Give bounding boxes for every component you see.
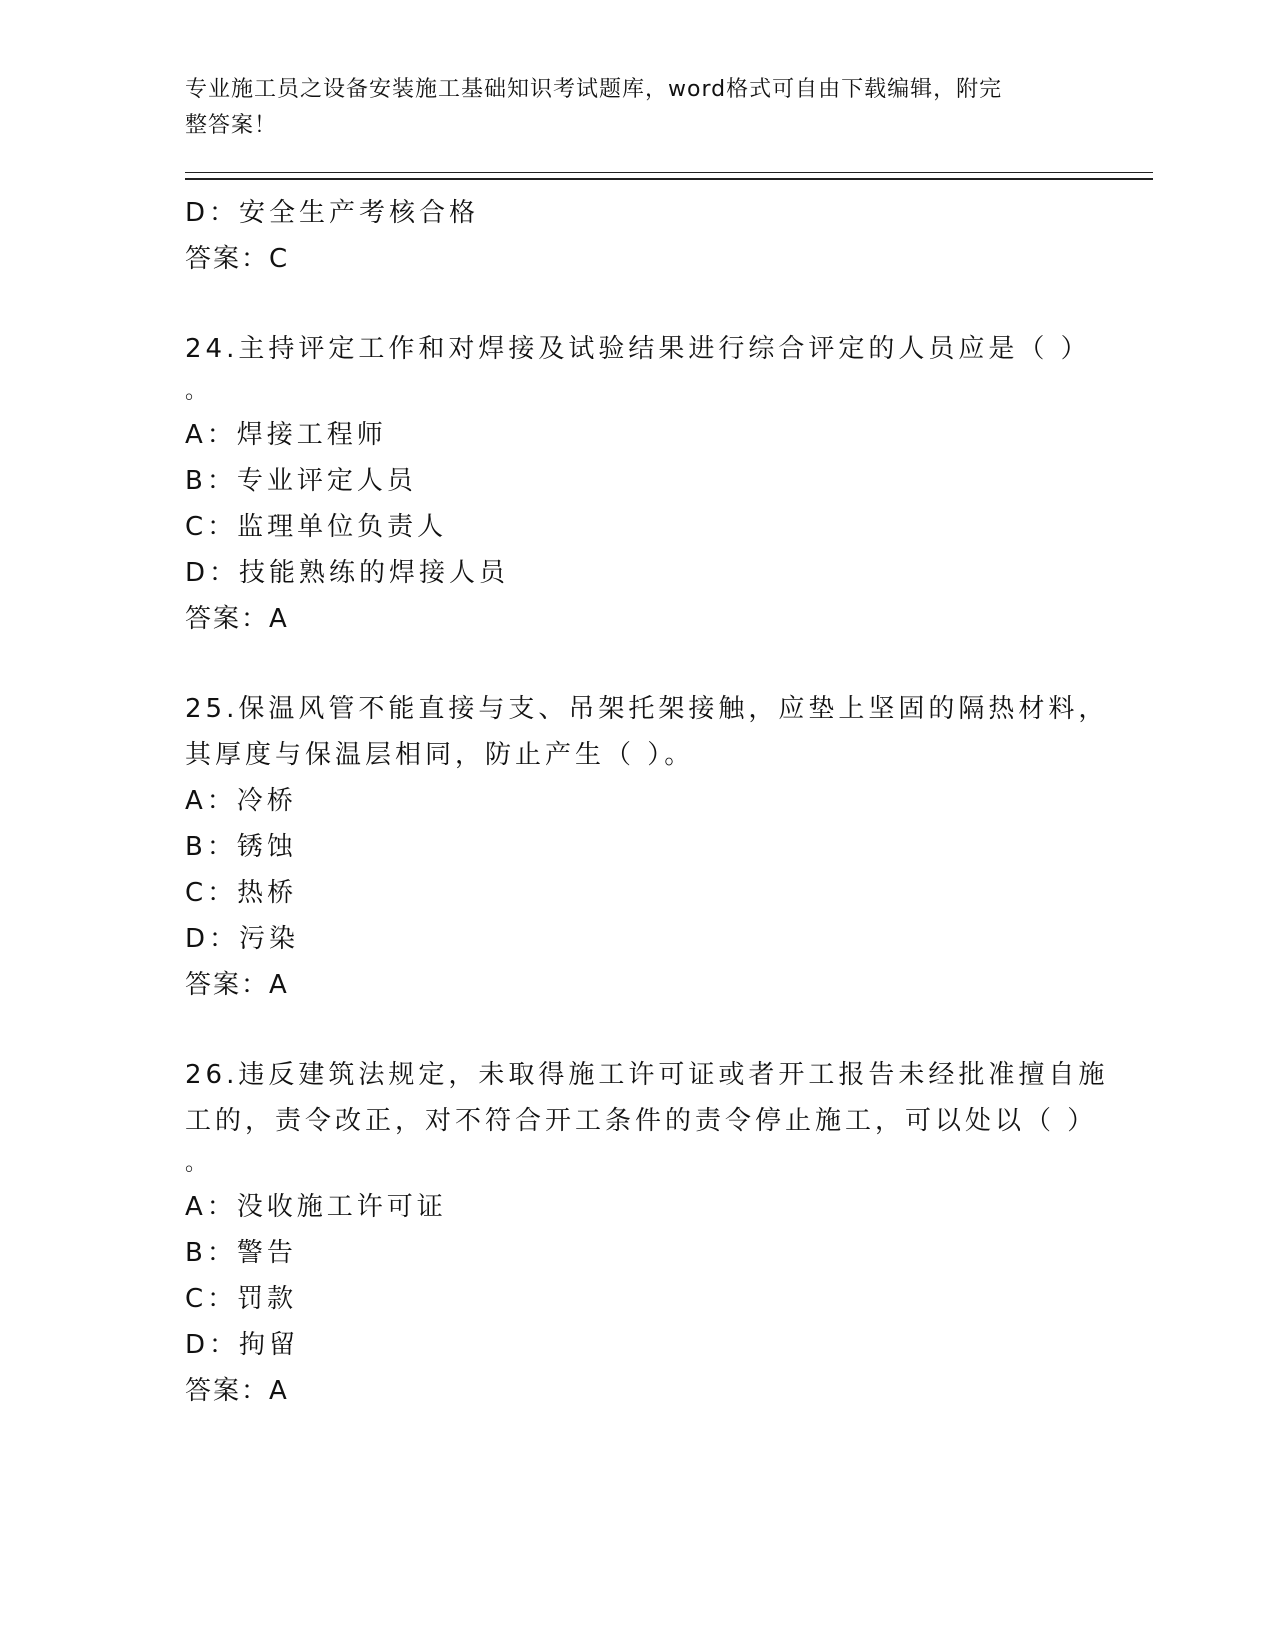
question-stem-line: 其厚度与保温层相同，防止产生（ ）。 xyxy=(185,740,695,770)
question-stem-line: 。 xyxy=(185,379,212,404)
answer: 答案：A xyxy=(185,1376,289,1406)
header-rule-thick xyxy=(185,178,1153,180)
option-c: C：罚款 xyxy=(185,1284,298,1314)
option-a: A：冷桥 xyxy=(185,786,297,816)
option-d: D：安全生产考核合格 xyxy=(185,198,480,228)
question-24 xyxy=(185,326,1091,642)
question-stem-line: 26.违反建筑法规定，未取得施工许可证或者开工报告未经批准擅自施 xyxy=(185,1060,1109,1090)
option-d: D：技能熟练的焊接人员 xyxy=(185,558,510,588)
question-stem-line: 25.保温风管不能直接与支、吊架托架接触，应垫上坚固的隔热材料， xyxy=(185,694,1109,724)
option-b: B：警告 xyxy=(185,1238,297,1268)
option-d: D：污染 xyxy=(185,924,300,954)
spacer xyxy=(185,1008,1085,1052)
question-stem-line: 24.主持评定工作和对焊接及试验结果进行综合评定的人员应是（ ） xyxy=(185,334,1091,364)
question-25 xyxy=(185,686,1109,1008)
option-c: C：监理单位负责人 xyxy=(185,512,448,542)
question-content xyxy=(185,190,1109,1414)
header-line-1: 专业施工员之设备安装施工基础知识考试题库，word格式可自由下载编辑，附完 xyxy=(185,77,1003,102)
question-stem-line: 。 xyxy=(185,1151,212,1176)
spacer xyxy=(185,282,1085,326)
question-stem-line: 工的，责令改正，对不符合开工条件的责令停止施工，可以处以（ ） xyxy=(185,1106,1098,1136)
document-header xyxy=(185,72,1085,144)
option-c: C：热桥 xyxy=(185,878,298,908)
question-26 xyxy=(185,1052,1109,1414)
header-rule-thin xyxy=(185,172,1153,173)
option-d: D：拘留 xyxy=(185,1330,300,1360)
answer: 答案：A xyxy=(185,604,289,634)
option-b: B：专业评定人员 xyxy=(185,466,417,496)
spacer xyxy=(185,642,1085,686)
option-a: A：没收施工许可证 xyxy=(185,1192,447,1222)
header-line-2: 整答案！ xyxy=(185,113,278,138)
option-a: A：焊接工程师 xyxy=(185,420,387,450)
answer: 答案：C xyxy=(185,244,290,274)
option-b: B：锈蚀 xyxy=(185,832,297,862)
answer: 答案：A xyxy=(185,970,289,1000)
